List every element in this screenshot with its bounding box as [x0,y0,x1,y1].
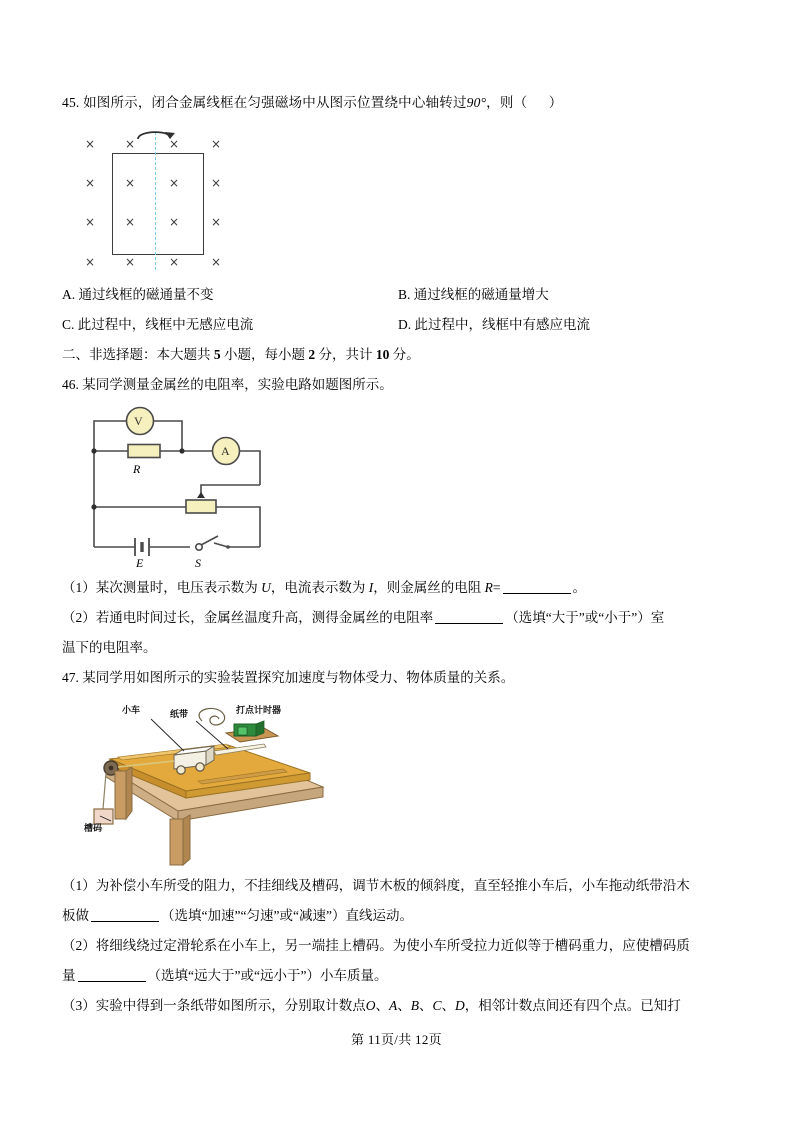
question-47-stem [62,663,737,693]
q47-sub3-text-a: （3）实验中得到一条纸带如图所示，分别取计数点 [62,998,366,1013]
option-d[interactable] [398,310,734,340]
option-b[interactable] [398,280,734,310]
field-symbol: × [168,137,180,151]
q47-sub2-text-a: （2）将细线绕过定滑轮系在小车上，另一端挂上槽码。为使小车所受拉力近似等于槽码重力，应使槽码质 [62,938,690,953]
question-46-sub-1 [62,573,737,603]
question-46-stem-text: 某同学测量金属丝的电阻率，实验电路如题图所示。 [82,377,393,392]
circuit-node [91,504,96,509]
q47-sub2-text-c: （选填“远大于”或“远小于”）小车质量。 [147,968,388,983]
battery-symbol [135,538,149,556]
field-symbol: × [210,176,222,190]
field-symbol: × [84,255,96,269]
question-45-stem-text-b: ，则（ ） [486,95,563,110]
section-points-total: 10 [375,347,390,362]
question-47-number: 47. [62,670,79,685]
circuit-node [91,448,96,453]
field-symbol: × [210,215,222,229]
resistor-label: R [133,462,141,476]
coil-rectangle [112,153,204,255]
option-a[interactable] [62,280,398,310]
section-end: 分。 [392,347,420,362]
newton-second-law-apparatus [78,699,328,869]
ammeter-label: A [221,444,230,458]
sep: 、 [375,998,389,1013]
field-symbol: × [168,176,180,190]
answer-blank[interactable] [78,968,146,982]
question-45-stem [62,88,737,118]
circuit-node [179,448,184,453]
field-symbol: × [124,137,136,151]
label-cart: 小车 [122,705,141,715]
switch-contact [226,545,230,549]
point-o: O [365,998,376,1013]
q47-sub1-text-b: 板做 [62,908,89,923]
magnetic-field-coil-diagram [76,126,266,276]
question-45-options-row-1 [62,280,737,310]
label-dot-timer: 打点计时器 [236,705,282,715]
q46-sub1-text-c: ，则金属丝的电阻 [373,580,482,595]
field-symbol: × [210,255,222,269]
section-mid-2: 分，共计 [318,347,373,362]
point-a: A [389,998,398,1013]
page-number: 第 11页/共 12页 [351,1032,442,1047]
field-symbol: × [168,255,180,269]
question-47-sub-2 [62,931,737,961]
sep: 、 [397,998,411,1013]
question-45-angle: 90° [466,95,487,110]
q46-sub1-equals: = [492,580,501,595]
option-d-key: D. [398,317,412,332]
option-b-text: 通过线框的磁通量增大 [413,287,549,302]
question-45-options-row-2 [62,310,737,340]
resistivity-measurement-circuit [78,406,328,571]
point-b: B [410,998,419,1013]
cart-wheel [177,766,185,774]
field-symbol: × [124,255,136,269]
rotation-axis-dashed-line [155,132,156,270]
section-heading [62,340,737,370]
q47-sub1-text-a: （1）为补偿小车所受的阻力，不挂细线及槽码，调节木板的倾斜度，直至轻推小车后，小车拖动纸带沿木 [62,878,690,893]
page-footer [0,1028,793,1049]
option-d-text: 此过程中，线框中有感应电流 [414,317,590,332]
section-label: 二、非选择题：本大题共 [62,347,211,362]
q46-sub2-text-b: （选填“大于”或“小于”）室 [505,610,665,625]
tape-coil [199,708,225,725]
point-d: D [455,998,465,1013]
option-c-key: C. [62,317,75,332]
q47-sub2-text-b: 量 [62,968,76,983]
sep: 、 [419,998,433,1013]
leader-line [196,721,228,749]
q46-voltage-symbol: U [261,580,271,595]
q46-sub1-end: 。 [572,580,586,595]
voltmeter-label: V [134,414,143,428]
question-47-sub-1 [62,871,737,901]
field-symbol: × [84,176,96,190]
sep: 、 [441,998,456,1013]
question-46-stem [62,370,737,400]
field-symbol: × [124,215,136,229]
rheostat-slider-arrow [197,492,205,498]
label-paper-tape: 纸带 [170,709,189,719]
answer-blank[interactable] [503,580,571,594]
answer-blank[interactable] [435,610,503,624]
field-symbol: × [210,137,222,151]
question-46-sub-2-cont [62,633,737,663]
q46-sub2-text-c: 温下的电阻率。 [62,640,157,655]
q46-sub1-text-a: （1）某次测量时，电压表示数为 [62,580,258,595]
q46-current-symbol: I [368,580,374,595]
leader-line [151,719,184,751]
option-a-key: A. [62,287,76,302]
field-symbol: × [168,215,180,229]
field-symbol: × [124,176,136,190]
question-47-stem-text: 某同学用如图所示的实验装置探究加速度与物体受力、物体质量的关系。 [82,670,515,685]
section-mid-1: 小题，每小题 [224,347,305,362]
resistor-symbol [128,445,160,458]
option-a-text: 通过线框的磁通量不变 [78,287,214,302]
field-symbol: × [84,137,96,151]
q46-sub2-text-a: （2）若通电时间过长，金属丝温度升高，测得金属丝的电阻率 [62,610,434,625]
question-45-number: 45. [62,95,80,110]
q46-resistance-symbol: R [484,580,493,595]
question-47-sub-3 [62,991,737,1021]
section-points-each: 2 [308,347,316,362]
option-c[interactable] [62,310,398,340]
point-c: C [432,998,442,1013]
option-c-text: 此过程中，线框中无感应电流 [77,317,254,332]
q46-sub1-text-b: ，电流表示数为 [270,580,366,595]
question-46-number: 46. [62,377,79,392]
q47-sub1-text-c: （选填“加速”“匀速”或“减速”）直线运动。 [161,908,413,923]
rheostat-symbol [186,500,216,513]
battery-label: E [136,556,144,570]
section-question-count: 5 [213,347,221,362]
question-47-sub-2-cont [62,961,737,991]
question-47-sub-1-cont [62,901,737,931]
label-slotted-weight: 槽码 [84,823,103,833]
hanging-string [103,773,106,809]
option-b-key: B. [398,287,411,302]
cart-wheel [196,763,204,771]
field-symbol: × [84,215,96,229]
question-45-stem-text-a: 如图所示，闭合金属线框在匀强磁场中从图示位置绕中心轴转过 [83,95,467,110]
switch-label: S [195,556,201,570]
answer-blank[interactable] [91,908,159,922]
q47-sub3-text-b: ，相邻计数点间还有四个点。已知打 [464,998,681,1013]
question-46-sub-2 [62,603,737,633]
